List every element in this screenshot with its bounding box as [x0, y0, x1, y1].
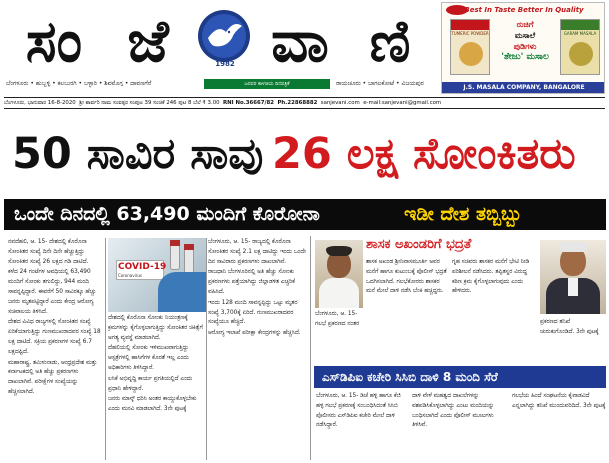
- mla-story-col-1: ಶಾಸಕ ಅಖಂಡ ಶ್ರೀನಿವಾಸಮೂರ್ತಿ ಅವರ ಮನೆಗೆ ಹಾಗೂ ಕುಟುಂಬಕ್ಕೆ ಪೊಲೀಸ್ ಭದ್ರತೆ ಒದಗಿಸಲಾಗಿದೆ. ಗಲಭೆಕೋರರು ಶಾಸಕರ ಮನೆ ಮೇಲೆ ದಾಳಿ ನಡೆಸಿ ಬೆಂಕಿ ಹಚ್ಚಿದ್ದರು.: [366, 259, 447, 295]
- sdpi-story-col-2: ದಾಳಿ ವೇಳೆ ಮಹತ್ವದ ದಾಖಲೆಗಳನ್ನು ವಶಪಡಿಸಿಕೊಳ್ಳಲಾಗಿದ್ದು ಎಂಟು ಮಂದಿಯನ್ನು ಬಂಧಿಸಲಾಗಿದೆ ಎಂದು ಪೊಲೀಸ್ ಮೂಲಗಳು ತಿಳಿಸಿವೆ.: [412, 393, 494, 429]
- paragraph: ದೇಶದಲ್ಲಿ ಕೊರೊನಾ ಸೋಂಕು ನಿಯಂತ್ರಣಕ್ಕೆ ಕ್ರಮಗಳನ್ನು ಕೈಗೊಳ್ಳಲಾಗುತ್ತಿದ್ದು ಸೋಂಕಿತರ ಚಿಕಿತ್ಸೆಗೆ ಅಗತ್ಯ ವ್ಯವಸ್ಥೆ ಮಾಡಲಾಗಿದೆ.: [108, 315, 203, 341]
- garam-masala-pack: [560, 19, 600, 75]
- column-divider: [310, 236, 311, 460]
- mla-photo: [315, 240, 363, 308]
- phone: Ph.22868882: [277, 100, 318, 106]
- edition-cities-right: ರಾಯಚೂರು • ಬಾಗಲಕೋಟೆ • ವಿಜಯಪುರ: [336, 80, 424, 87]
- column-divider: [206, 238, 207, 460]
- sdpi-story-col-1: ಬೆಂಗಳೂರು, ಆ. 15- ಡಿಜೆ ಹಳ್ಳಿ ಹಾಗೂ ಕೆಜಿ ಹಳ್ಳಿ ಗಲಭೆ ಪ್ರಕರಣಕ್ಕೆ ಸಂಬಂಧಿಸಿದಂತೆ ಸಿಸಿಬಿ ಪೊಲೀಸರು ಎಸ್‌ಡಿಪಿಐ ಕಚೇರಿ ಮೇಲೆ ದಾಳಿ ನಡೆಸಿದ್ದಾರೆ.: [316, 393, 401, 429]
- paragraph: ಆರೋಗ್ಯ ಇಲಾಖೆ ಪರೀಕ್ಷಾ ಕೇಂದ್ರಗಳನ್ನು ಹೆಚ್ಚಿಸಿದೆ.: [208, 330, 301, 337]
- masthead-glyph-2: ಜೆ: [127, 7, 169, 75]
- website-link[interactable]: sanjevani.com: [320, 100, 360, 106]
- turmeric-pack: [450, 19, 490, 75]
- edition-cities-left: ಬೆಂಗಳೂರು • ಹುಬ್ಬಳ್ಳಿ • ಕಲಬುರಗಿ • ಬಳ್ಳಾರಿ • ಶಿವಮೊಗ್ಗ • ದಾವಣಗೆರೆ: [6, 80, 152, 87]
- paragraph: ಜನರು ಮಾಸ್ಕ್ ಧರಿಸಿ ಅಂತರ ಕಾಯ್ದುಕೊಳ್ಳಬೇಕು ಎಂದು ಮನವಿ ಮಾಡಲಾಗಿದೆ. 3ನೇ ಪುಟಕ್ಕೆ: [108, 396, 197, 413]
- paragraph: ಲಸಿಕೆ ಅಭಿವೃದ್ಧಿ ಕಾರ್ಯ ಪ್ರಗತಿಯಲ್ಲಿದೆ ಎಂದು ಪ್ರಧಾನಿ ಹೇಳಿದ್ದಾರೆ.: [108, 375, 193, 392]
- rni-number: RNI No.36667/82: [223, 100, 275, 106]
- story-column-3: [208, 238, 306, 460]
- paragraph: ರಾಜಧಾನಿ ಬೆಂಗಳೂರಿನಲ್ಲಿ ಅತಿ ಹೆಚ್ಚು ಸೋಂಕು ಪ್ರಕರಣಗಳು ಪತ್ತೆಯಾಗಿದ್ದು ಜಿಲ್ಲಾಡಳಿತ ಎಚ್ಚರಿಕೆ ವಹಿಸಿದೆ.: [208, 269, 295, 295]
- ad-copy-line: 'ತೇಜು' ಮಸಾಲ: [501, 52, 549, 62]
- paragraph: ದೆಹಲಿಯಲ್ಲಿ ಸೋಂಕು ಇಳಿಮುಖವಾಗುತ್ತಿದ್ದು ಆಸ್ಪತ್ರೆಗಳಲ್ಲಿ ಹಾಸಿಗೆಗಳ ಕೊರತೆ ಇಲ್ಲ ಎಂದು ಅಧಿಕಾರಿಗಳು ತಿಳಿಸಿದ್ದಾರೆ.: [108, 345, 189, 371]
- masthead: [0, 0, 440, 98]
- masthead-glyph-3: ವಾ: [271, 7, 329, 75]
- emblem-year: 1982: [215, 60, 235, 68]
- paragraph: ಮಹಾರಾಷ್ಟ್ರ, ತಮಿಳುನಾಡು, ಆಂಧ್ರಪ್ರದೇಶ ಮತ್ತು ಕರ್ನಾಟಕದಲ್ಲಿ ಅತಿ ಹೆಚ್ಚು ಪ್ರಕರಣಗಳು ದಾಖಲಾಗಿವೆ. ಪರೀಕ್ಷೆಗಳ ಸಂಖ್ಯೆಯನ್ನು ಹೆಚ್ಚಿಸಲಾಗಿದೆ.: [8, 359, 97, 395]
- headline-red: 26 ಲಕ್ಷ ಸೋಂಕಿತರು: [272, 129, 576, 179]
- sdpi-headline: ಎಸ್‌ಡಿಪಿಐ ಕಚೇರಿ ಸಿಸಿಬಿ ದಾಳಿ 8 ಮಂದಿ ಸೆರೆ: [322, 370, 498, 384]
- masthead-glyph-1: ಸಂ: [25, 7, 83, 75]
- covid-image-title: COVID-19: [118, 262, 167, 272]
- paragraph: ನವದೆಹಲಿ, ಆ. 15- ದೇಶದಲ್ಲಿ ಕೊರೊನಾ ಸೋಂಕಿತರ ಸಂಖ್ಯೆ ದಿನೇ ದಿನೇ ಹೆಚ್ಚುತ್ತಿದ್ದು ಸೋಂಕಿತರ ಸಂಖ್ಯೆ 26 ಲಕ್ಷದ ಗಡಿ ದಾಟಿದೆ.: [8, 239, 89, 265]
- subheadline-main: ಒಂದೇ ದಿನದಲ್ಲಿ 63,490 ಮಂದಿಗೆ ಕೊರೋನಾ: [14, 203, 320, 225]
- paragraph: ಬೆಂಗಳೂರು, ಆ. 15- ರಾಜ್ಯದಲ್ಲಿ ಕೊರೊನಾ ಸೋಂಕಿತರ ಸಂಖ್ಯೆ 2.1 ಲಕ್ಷ ದಾಟಿದ್ದು ಇಂದು ಒಂದೇ ದಿನ ಸಾವಿರಾರು ಪ್ರಕರಣಗಳು ದಾಖಲಾಗಿವೆ.: [208, 239, 306, 265]
- ad-company: J.S. MASALA COMPANY, BANGALORE: [442, 82, 605, 94]
- subheadline-highlight: ಇಡೀ ದೇಶ ತಬ್ಬಿಬ್ಬು: [404, 203, 523, 225]
- minister-photo: [540, 240, 606, 314]
- masala-advertisement[interactable]: [441, 2, 605, 94]
- ad-copy-line: ಮಸಾಲೆ: [514, 31, 536, 40]
- issue-info: ಶ್ರೀ ಶಾರ್ವರಿ ನಾಮ ಸಂವತ್ಸರ ಸಂಪುಟ 39 ಸಂಚಿಕೆ 246 ಪುಟ 8 ಬೆಲೆ ₹ 3.00: [79, 100, 220, 106]
- paragraph: ದೇಶದ ವಿವಿಧ ರಾಜ್ಯಗಳಲ್ಲಿ ಸೋಂಕಿತರ ಸಂಖ್ಯೆ ಏರಿಕೆಯಾಗುತ್ತಿದ್ದು ಗುಣಮುಖರಾದವರ ಸಂಖ್ಯೆ 18 ಲಕ್ಷ ದಾಟಿದೆ. ಸಕ್ರಿಯ ಪ್ರಕರಣಗಳ ಸಂಖ್ಯೆ 6.7 ಲಕ್ಷದಷ್ಟಿದೆ.: [8, 319, 101, 355]
- mla-story-title: ಶಾಸಕ ಅಖಂಡರಿಗೆ ಭದ್ರತೆ: [366, 237, 472, 252]
- date: ಬೆಂಗಳೂರು, ಭಾನುವಾರ 16-8-2020: [4, 100, 76, 106]
- covid-vaccine-photo: [108, 238, 206, 312]
- story-column-2: [108, 314, 206, 460]
- headline-black: 50 ಸಾವಿರ ಸಾವು: [12, 129, 264, 179]
- ad-copy: [494, 19, 556, 63]
- ad-copy-line: ಪುಡಿಗಳು: [513, 42, 537, 51]
- paragraph: ಕಳೆದ 24 ಗಂಟೆಗಳ ಅವಧಿಯಲ್ಲಿ 63,490 ಮಂದಿಗೆ ಸೋಂಕು ತಗುಲಿದ್ದು, 944 ಮಂದಿ ಸಾವನ್ನಪ್ಪಿದ್ದಾರೆ. ಈವರೆಗೆ 50 ಸಾವಿರಕ್ಕೂ ಹೆಚ್ಚು ಜನರು ಮೃತಪಟ್ಟಿದ್ದಾರೆ ಎಂದು ಕೇಂದ್ರ ಆರೋಗ್ಯ ಸಚಿವಾಲಯ ತಿಳಿಸಿದೆ.: [8, 269, 97, 315]
- mla-story-col-3: ಪ್ರಕರಣದ ತನಿಖೆ ಚುರುಕುಗೊಂಡಿದೆ. 3ನೇ ಪುಟಕ್ಕೆ: [540, 319, 599, 335]
- mla-story-dateline: ಬೆಂಗಳೂರು, ಆ. 15- ಗಲಭೆ ಪ್ರಕರಣದ ನಂತರ: [315, 311, 360, 327]
- tagline-strip: ಜನಪರ ಕಾಳಜಿಯ ದಿನಪತ್ರಿಕೆ: [204, 79, 330, 89]
- ad-tagline: Best In Taste Better In Quality: [464, 6, 584, 14]
- story-column-1: [8, 238, 104, 460]
- sdpi-headline-bar: [314, 366, 606, 388]
- mla-story-col-2: ಗೃಹ ಸಚಿವರು ಶಾಸಕರ ಮನೆಗೆ ಭೇಟಿ ನೀಡಿ ಪರಿಶೀಲನೆ ನಡೆಸಿದರು. ತಪ್ಪಿತಸ್ಥರ ವಿರುದ್ಧ ಕಠಿಣ ಕ್ರಮ ಕೈಗೊಳ್ಳಲಾಗುವುದು ಎಂದು ಹೇಳಿದರು.: [452, 259, 530, 295]
- pack1-label: TUMERIC POWDER: [451, 31, 489, 36]
- sdpi-story-col-3: ಗಲಭೆಯ ಹಿಂದೆ ಸಂಘಟನೆಯ ಕೈವಾಡವಿದೆ ಎನ್ನಲಾಗಿದ್ದು ತನಿಖೆ ಮುಂದುವರಿದಿದೆ. 3ನೇ ಪುಟಕ್ಕೆ: [512, 393, 606, 409]
- ad-copy-line: ರುಚಿಗೆ: [516, 20, 534, 29]
- dateline: [4, 97, 605, 109]
- subheadline-bar: [4, 199, 606, 230]
- covid-image-subtitle: Coronavirus: [118, 273, 142, 278]
- paragraph: ಇಂದು 128 ಮಂದಿ ಸಾವನ್ನಪ್ಪಿದ್ದು ಒಟ್ಟು ಮೃತರ ಸಂಖ್ಯೆ 3,700ಕ್ಕೆ ಏರಿದೆ. ಗುಣಮುಖರಾದವರ ಸಂಖ್ಯೆಯೂ ಹೆಚ್ಚಿದೆ.: [208, 299, 298, 326]
- email-link[interactable]: e-mail:sanjevani@gmail.com: [363, 100, 442, 106]
- masthead-glyph-4: ಣಿ: [369, 7, 411, 75]
- column-divider: [105, 238, 106, 460]
- pack2-label: GARAM MASALA: [563, 31, 597, 36]
